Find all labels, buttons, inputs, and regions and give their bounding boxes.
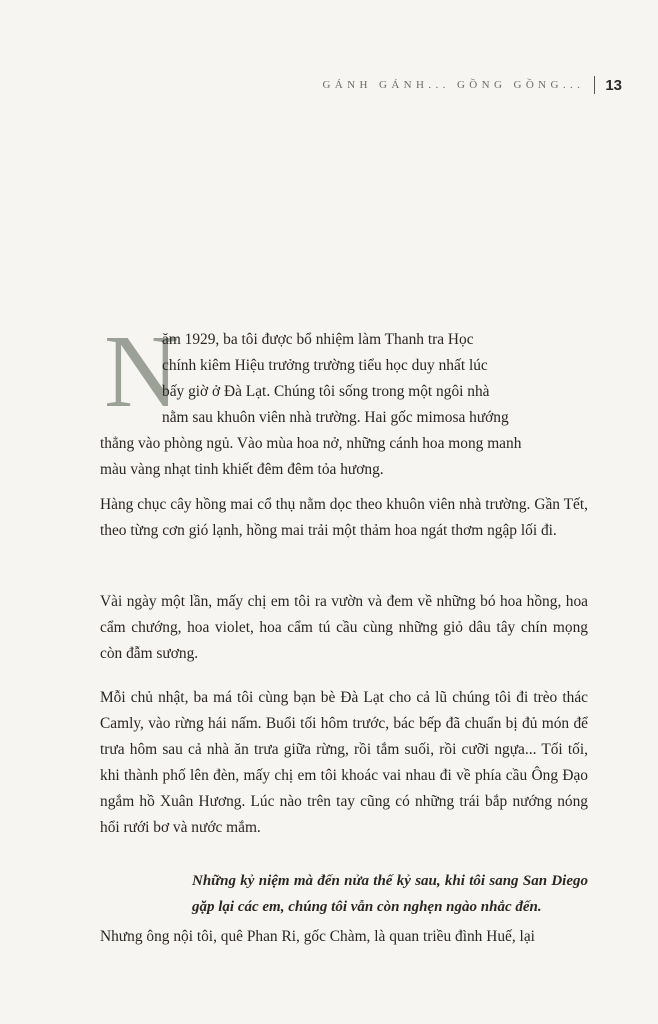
page-number: 13 (605, 76, 622, 94)
drop-cap: N (104, 314, 180, 429)
paragraph-2: Hàng chục cây hồng mai cổ thụ nằm dọc theo khuôn viên nhà trường. Gần Tết, theo từng cơn gió lạnh, hồng mai trải một thảm hoa ngát thơm ngập lối đi. (100, 496, 588, 539)
header-divider (594, 76, 595, 94)
paragraph-line: nằm sau khuôn viên nhà trường. Hai gốc mimosa hướng (162, 409, 509, 426)
paragraph-line: chính kiêm Hiệu trưởng trường tiểu học duy nhất lúc (162, 357, 488, 374)
quote-block: Những kỷ niệm mà đến nửa thế kỷ sau, khi tôi sang San Diego gặp lại các em, chúng tôi vẫn còn nghẹn ngào nhắc đến. (192, 873, 588, 915)
paragraph-3: Vài ngày một lần, mấy chị em tôi ra vườn và đem về những bó hoa hồng, hoa cẩm chướng, hoa violet, hoa cẩm tú cầu cùng những giỏ dâu tây chín mọng còn đẫm sương. (100, 593, 588, 662)
paragraph-line: màu vàng nhạt tinh khiết đêm đêm tỏa hương. (100, 461, 384, 478)
paragraph-line: bấy giờ ở Đà Lạt. Chúng tôi sống trong một ngôi nhà (162, 383, 490, 400)
page-header (322, 76, 622, 94)
paragraph-line: thẳng vào phòng ngủ. Vào mùa hoa nở, những cánh hoa mong manh (100, 435, 522, 452)
paragraph-5: Nhưng ông nội tôi, quê Phan Ri, gốc Chàm, là quan triều đình Huế, lại (100, 928, 535, 945)
paragraph-line: ăm 1929, ba tôi được bổ nhiệm làm Thanh tra Học (162, 331, 474, 348)
first-paragraph (100, 327, 588, 483)
paragraph-4: Mỗi chủ nhật, ba má tôi cùng bạn bè Đà Lạt cho cả lũ chúng tôi đi trèo thác Camly, vào rừng hái nấm. Buổi tối hôm trước, bác bếp đã chuẩn bị đủ món để trưa hôm sau cả nhà ăn trưa giữa rừng, rồi tắm suối, rồi cưỡi ngựa... Tối tối, khi thành phố lên đèn, mấy chị em tôi khoác vai nhau đi về phía cầu Ông Đạo ngắm hồ Xuân Hương. Lúc nào trên tay cũng có những trái bắp nướng nóng hổi rưới bơ và nước mắm. (100, 689, 588, 836)
running-title: GÁNH GÁNH... GỒNG GỒNG... (322, 79, 585, 91)
